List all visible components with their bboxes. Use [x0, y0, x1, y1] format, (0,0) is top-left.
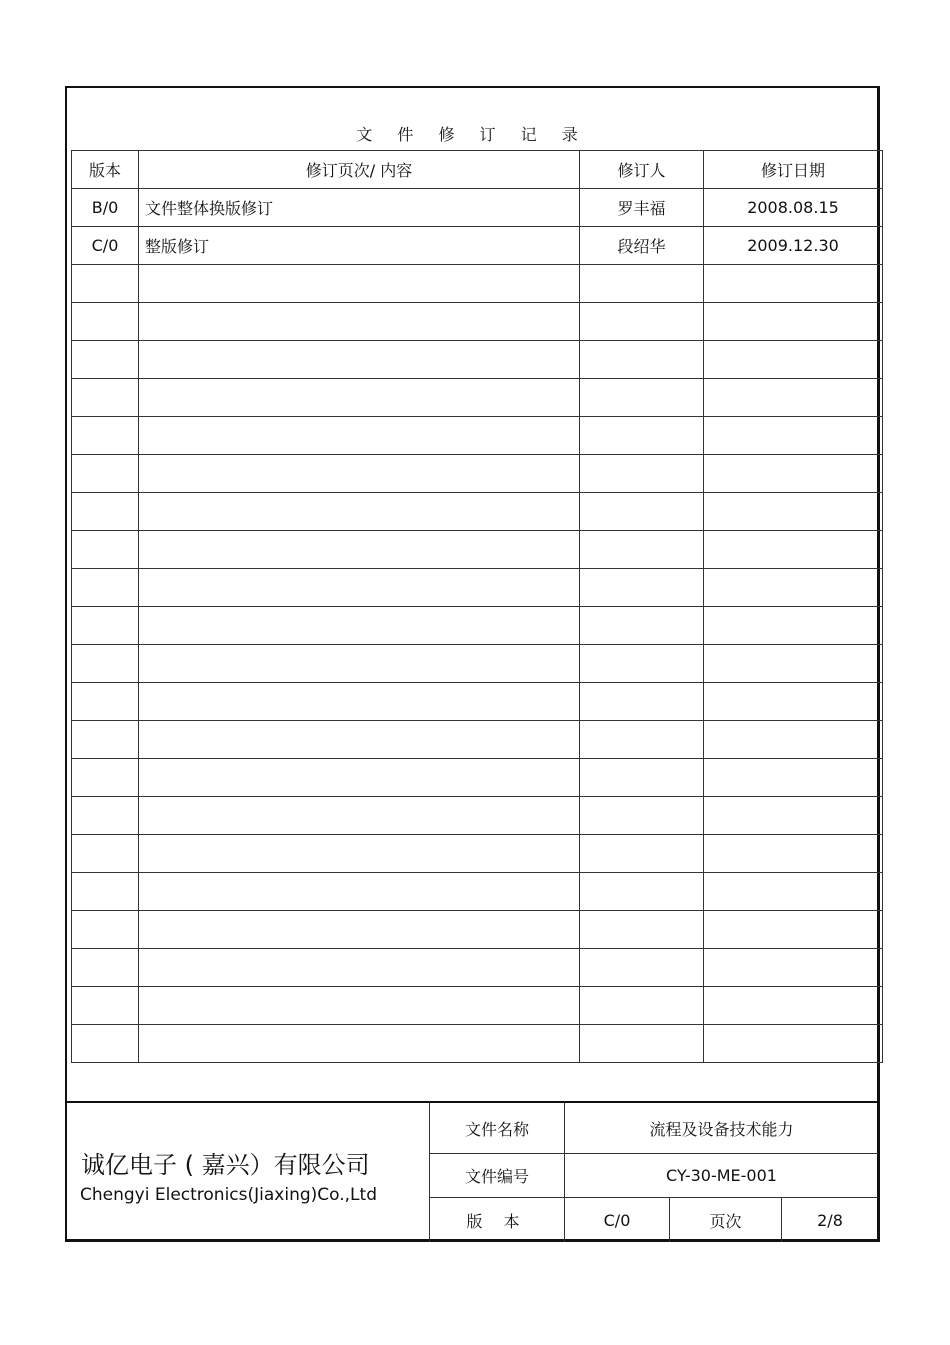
cell-version	[72, 493, 139, 531]
doc-name-label: 文件名称	[430, 1103, 564, 1154]
header-date: 修订日期	[704, 151, 883, 189]
cell-date	[704, 493, 883, 531]
cell-version	[72, 303, 139, 341]
cell-content	[139, 987, 580, 1025]
cell-content: 整版修订	[139, 227, 580, 265]
cell-content	[139, 835, 580, 873]
cell-content	[139, 683, 580, 721]
cell-content	[139, 531, 580, 569]
cell-content	[139, 455, 580, 493]
table-row	[72, 455, 883, 493]
cell-content	[139, 379, 580, 417]
cell-reviser	[580, 949, 704, 987]
cell-version	[72, 835, 139, 873]
cell-content	[139, 265, 580, 303]
cell-content	[139, 607, 580, 645]
table-row	[72, 949, 883, 987]
cell-date	[704, 265, 883, 303]
table-row	[72, 379, 883, 417]
cell-reviser	[580, 303, 704, 341]
cell-reviser	[580, 531, 704, 569]
table-row	[72, 987, 883, 1025]
cell-version	[72, 417, 139, 455]
cell-date	[704, 949, 883, 987]
cell-reviser	[580, 569, 704, 607]
table-row	[72, 911, 883, 949]
cell-content	[139, 873, 580, 911]
cell-reviser	[580, 607, 704, 645]
table-row	[72, 265, 883, 303]
cell-date	[704, 645, 883, 683]
cell-reviser	[580, 493, 704, 531]
cell-reviser	[580, 379, 704, 417]
cell-content	[139, 949, 580, 987]
cell-date	[704, 683, 883, 721]
page-value: 2/8	[781, 1198, 878, 1242]
cell-version: B/0	[72, 189, 139, 227]
table-row	[72, 873, 883, 911]
table-row	[72, 797, 883, 835]
cell-reviser	[580, 911, 704, 949]
revision-table-body	[72, 151, 883, 1063]
cell-version	[72, 987, 139, 1025]
table-row	[72, 721, 883, 759]
table-row	[72, 759, 883, 797]
cell-date	[704, 341, 883, 379]
table-row	[72, 303, 883, 341]
cell-version	[72, 531, 139, 569]
cell-date	[704, 759, 883, 797]
cell-reviser	[580, 455, 704, 493]
company-name-cn: 诚亿电子 ( 嘉兴）有限公司	[81, 1151, 370, 1179]
table-row	[72, 683, 883, 721]
doc-number-value: CY-30-ME-001	[564, 1154, 878, 1198]
cell-date	[704, 303, 883, 341]
cell-date: 2009.12.30	[704, 227, 883, 265]
cell-reviser	[580, 645, 704, 683]
cell-content	[139, 341, 580, 379]
cell-content	[139, 569, 580, 607]
cell-date	[704, 873, 883, 911]
cell-date	[704, 1025, 883, 1063]
cell-reviser: 罗丰福	[580, 189, 704, 227]
table-row	[72, 227, 883, 265]
cell-version	[72, 911, 139, 949]
cell-version	[72, 455, 139, 493]
cell-date	[704, 379, 883, 417]
table-row	[72, 569, 883, 607]
cell-version	[72, 797, 139, 835]
cell-reviser	[580, 759, 704, 797]
table-row	[72, 607, 883, 645]
cell-content	[139, 911, 580, 949]
header-version: 版本	[72, 151, 139, 189]
company-info	[67, 1103, 430, 1242]
table-row	[72, 341, 883, 379]
version-value: C/0	[564, 1198, 669, 1242]
cell-content	[139, 721, 580, 759]
cell-reviser	[580, 417, 704, 455]
cell-content	[139, 759, 580, 797]
cell-version	[72, 607, 139, 645]
document-frame	[65, 86, 880, 1242]
cell-version	[72, 873, 139, 911]
cell-content	[139, 303, 580, 341]
table-row	[72, 645, 883, 683]
cell-version	[72, 759, 139, 797]
cell-content	[139, 417, 580, 455]
cell-content	[139, 797, 580, 835]
cell-content	[139, 493, 580, 531]
cell-reviser	[580, 987, 704, 1025]
cell-content	[139, 645, 580, 683]
cell-content	[139, 1025, 580, 1063]
cell-version	[72, 645, 139, 683]
footer-block	[67, 1101, 878, 1242]
cell-version	[72, 1025, 139, 1063]
revision-table	[71, 150, 883, 1063]
cell-date	[704, 455, 883, 493]
table-header-row	[72, 151, 883, 189]
table-row	[72, 531, 883, 569]
cell-version	[72, 265, 139, 303]
cell-date	[704, 607, 883, 645]
table-row	[72, 835, 883, 873]
cell-version	[72, 341, 139, 379]
cell-date	[704, 721, 883, 759]
cell-reviser	[580, 683, 704, 721]
cell-date	[704, 835, 883, 873]
table-row	[72, 417, 883, 455]
cell-version: C/0	[72, 227, 139, 265]
company-name-en: Chengyi Electronics(Jiaxing)Co.,Ltd	[80, 1185, 377, 1205]
cell-date	[704, 569, 883, 607]
cell-version	[72, 683, 139, 721]
cell-date	[704, 911, 883, 949]
cell-reviser	[580, 721, 704, 759]
cell-date	[704, 987, 883, 1025]
cell-version	[72, 721, 139, 759]
cell-version	[72, 379, 139, 417]
cell-reviser	[580, 835, 704, 873]
cell-date	[704, 417, 883, 455]
cell-reviser	[580, 873, 704, 911]
cell-date	[704, 531, 883, 569]
document-title: 文 件 修 订 记 录	[356, 125, 588, 144]
doc-name-value: 流程及设备技术能力	[564, 1103, 878, 1154]
cell-reviser	[580, 265, 704, 303]
cell-reviser	[580, 341, 704, 379]
cell-content: 文件整体换版修订	[139, 189, 580, 227]
table-row	[72, 1025, 883, 1063]
cell-reviser	[580, 797, 704, 835]
page-label: 页次	[669, 1198, 781, 1242]
version-label: 版 本	[466, 1211, 528, 1231]
table-row	[72, 493, 883, 531]
cell-reviser: 段绍华	[580, 227, 704, 265]
header-content: 修订页次/ 内容	[139, 151, 580, 189]
cell-date: 2008.08.15	[704, 189, 883, 227]
header-reviser: 修订人	[580, 151, 704, 189]
cell-version	[72, 949, 139, 987]
doc-number-label: 文件编号	[430, 1154, 564, 1198]
table-row	[72, 189, 883, 227]
cell-version	[72, 569, 139, 607]
cell-reviser	[580, 1025, 704, 1063]
cell-date	[704, 797, 883, 835]
